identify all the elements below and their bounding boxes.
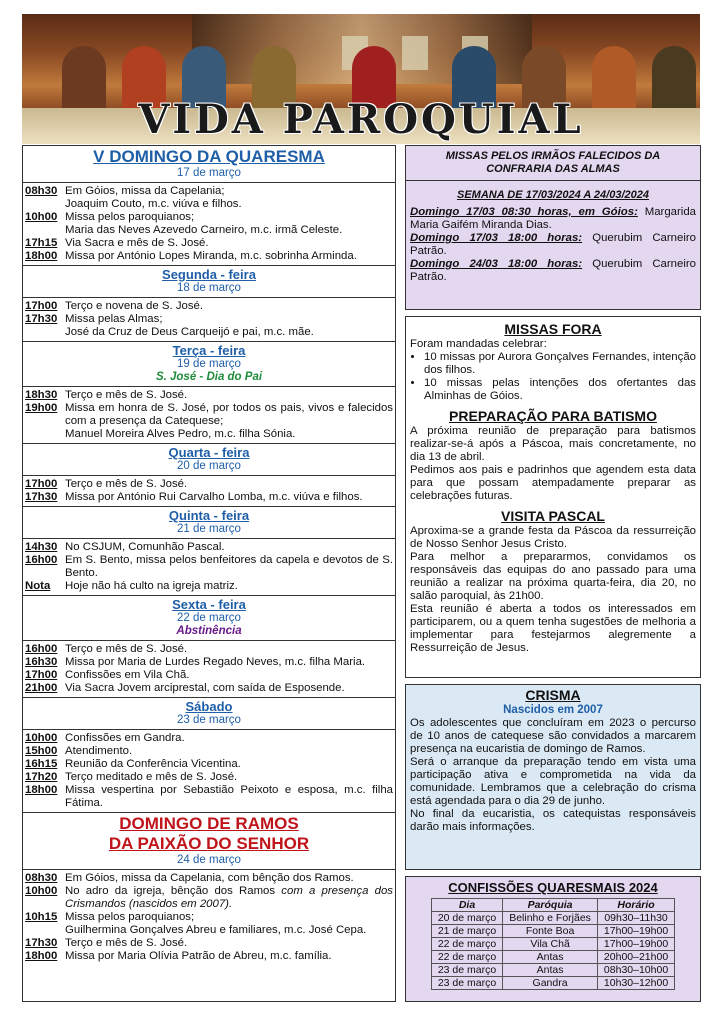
entry-time: 16h00 xyxy=(25,554,58,566)
entry-text: Missa pelos paroquianos; xyxy=(65,911,195,923)
day-entries xyxy=(23,539,395,596)
table-row xyxy=(431,977,674,990)
entry-time: 17h00 xyxy=(25,478,58,490)
day-entries xyxy=(23,298,395,342)
day-date: 20 de março xyxy=(177,460,241,472)
entry-time: 08h30 xyxy=(25,185,58,197)
entry-text: Atendimento. xyxy=(65,745,133,757)
table-cell: 09h30–11h30 xyxy=(597,912,674,925)
schedule-entry xyxy=(25,580,393,593)
day-title: Terça - feira xyxy=(172,343,246,358)
table-header-row xyxy=(431,899,674,912)
entry-text: Em S. Bento, missa pelos benfeitores da capela e devotos de S. Bento. xyxy=(65,554,393,579)
table-cell: Gandra xyxy=(503,977,598,990)
line-heading: Domingo 17/03 08:30 horas, em Góios: xyxy=(410,206,638,218)
day-header-palm-sunday xyxy=(23,813,395,870)
confessions-table xyxy=(431,898,675,990)
table-cell: 08h30–10h00 xyxy=(597,964,674,977)
entry-text: Via Sacra e mês de S. José. xyxy=(65,237,209,249)
column-header: Dia xyxy=(431,899,502,912)
table-cell: 22 de março xyxy=(431,938,502,951)
entry-text: Missa em honra de S. José, por todos os pais, vivos e falecidos com a presença da Catequese; xyxy=(65,402,393,427)
entry-text: Confissões em Vila Chã. xyxy=(65,669,190,681)
entry-time: 17h30 xyxy=(25,937,58,949)
schedule-entry xyxy=(25,237,393,250)
table-cell: 17h00–19h00 xyxy=(597,938,674,951)
section-title-visita-pascal: VISITA PASCAL xyxy=(501,508,605,524)
deceased-line xyxy=(410,206,696,232)
schedule-entry xyxy=(25,402,393,428)
column-header: Paróquia xyxy=(503,899,598,912)
notices-box xyxy=(405,316,701,678)
day-date: 18 de março xyxy=(177,282,241,294)
table-row xyxy=(431,938,674,951)
schedule-entry xyxy=(25,300,393,313)
table-row xyxy=(431,964,674,977)
paragraph: Aproxima-se a grande festa da Páscoa da ressurreição de Nosso Senhor Jesus Cristo. xyxy=(410,525,696,550)
paragraph: Esta reunião é aberta a todos os interessados em participarem, ou a quem tenha sugestões de melhoria a implementar para festejarmos alegremente a Ressurreição de Jesus. xyxy=(410,603,696,654)
weekly-schedule xyxy=(22,145,396,1002)
table-row xyxy=(431,925,674,938)
schedule-entry xyxy=(25,389,393,402)
day-note: Abstinência xyxy=(176,625,242,637)
day-title: Quinta - feira xyxy=(168,508,250,523)
schedule-entry xyxy=(25,937,393,950)
table-cell: 22 de março xyxy=(431,951,502,964)
entry-text: José da Cruz de Deus Carqueijó e pai, m.c. mãe. xyxy=(65,326,314,338)
day-entries xyxy=(23,476,395,507)
table-cell: 17h00–19h00 xyxy=(597,925,674,938)
entry-time xyxy=(25,428,65,441)
day-date: 24 de março xyxy=(177,854,241,866)
schedule-entry xyxy=(25,950,393,963)
schedule-entry xyxy=(25,885,393,911)
entry-time: 17h20 xyxy=(25,771,58,783)
day-header-saturday xyxy=(23,698,395,730)
entry-time: 18h30 xyxy=(25,389,58,401)
day-entries xyxy=(23,387,395,444)
schedule-entry xyxy=(25,924,393,937)
entry-time: 17h00 xyxy=(25,669,58,681)
entry-time: 10h00 xyxy=(25,885,58,897)
table-cell: Belinho e Forjães xyxy=(503,912,598,925)
schedule-entry xyxy=(25,758,393,771)
entry-time: 17h15 xyxy=(25,237,58,249)
entry-text: Missa por António Lopes Miranda, m.c. sobrinha Arminda. xyxy=(65,250,357,262)
day-entries xyxy=(23,870,395,965)
entry-time xyxy=(25,924,65,937)
day-date: 19 de março xyxy=(177,358,241,370)
schedule-entry xyxy=(25,669,393,682)
section-title-missas-fora: MISSAS FORA xyxy=(504,321,602,337)
day-entries xyxy=(23,730,395,813)
entry-text: No CSJUM, Comunhão Pascal. xyxy=(65,541,225,553)
table-cell: 23 de março xyxy=(431,977,502,990)
deceased-line xyxy=(410,258,696,284)
day-title: DOMINGO DE RAMOS xyxy=(119,814,299,833)
schedule-entry xyxy=(25,682,393,695)
schedule-entry xyxy=(25,732,393,745)
section-title-batismo: PREPARAÇÃO PARA BATISMO xyxy=(449,408,657,424)
table-cell: 21 de março xyxy=(431,925,502,938)
header-banner xyxy=(22,14,700,144)
schedule-entry xyxy=(25,541,393,554)
entry-text: Maria das Neves Azevedo Carneiro, m.c. irmã Celeste. xyxy=(65,224,343,236)
deceased-masses-box xyxy=(405,145,701,310)
paragraph: Para melhor a prepararmos, convidamos os responsáveis das equipas do ano passado para uma reunião a realizar na próxima quarta-feira, dia 20, no salão paroquial, às 21h00. xyxy=(410,551,696,602)
day-header-monday xyxy=(23,266,395,298)
entry-text: Missa pelas Almas; xyxy=(65,313,163,325)
day-title: Sexta - feira xyxy=(172,597,246,612)
schedule-entry xyxy=(25,491,393,504)
paragraph: Pedimos aos pais e padrinhos que agendem esta data para que possam atempadamente preparar as celebrações futuras. xyxy=(410,464,696,502)
day-header-thursday xyxy=(23,507,395,539)
schedule-entry xyxy=(25,211,393,224)
entry-time: 18h00 xyxy=(25,950,58,962)
day-entries xyxy=(23,641,395,698)
entry-text: Terço e novena de S. José. xyxy=(65,300,204,312)
schedule-entry xyxy=(25,313,393,326)
entry-text: Em Góios, missa da Capelania; xyxy=(65,185,225,197)
table-cell: Vila Chã xyxy=(503,938,598,951)
entry-text: Via Sacra Jovem arciprestal, com saída de Esposende. xyxy=(65,682,345,694)
schedule-entry xyxy=(25,250,393,263)
table-cell: 10h30–12h00 xyxy=(597,977,674,990)
list-item: • 10 missas pelas intenções dos ofertantes das Alminhas de Góios. xyxy=(424,377,696,403)
line-text: Querubim Carneiro Patrão. xyxy=(410,232,697,257)
schedule-entry xyxy=(25,554,393,580)
line-text: Querubim Carneiro Patrão. xyxy=(410,258,697,283)
day-note: S. José - Dia do Pai xyxy=(155,371,263,383)
schedule-entry xyxy=(25,185,393,198)
entry-time: 17h30 xyxy=(25,491,58,503)
entry-text-plain: No adro da igreja, bênção dos Ramos xyxy=(65,885,282,897)
section-subtitle: Nascidos em 2007 xyxy=(503,704,603,716)
schedule-entry xyxy=(25,428,393,441)
entry-time: 18h00 xyxy=(25,784,58,796)
entry-time: 10h00 xyxy=(25,211,58,223)
entry-text: Terço e mês de S. José. xyxy=(65,937,188,949)
entry-text-italic: com a presença dos Crismandos (nascidos em 2007). xyxy=(65,885,393,910)
schedule-entry xyxy=(25,198,393,211)
masses-list xyxy=(410,351,696,403)
day-header-sunday xyxy=(23,146,395,183)
paragraph: No final da eucaristia, os catequistas responsáveis darão mais informações. xyxy=(410,808,696,833)
section-intro: Foram mandadas celebrar: xyxy=(410,338,547,350)
day-header-tuesday xyxy=(23,342,395,387)
paragraph: Será o arranque da preparação tendo em vista uma participação ativa e comprometida na vida da comunidade. Lembramos que a celebração do crisma está agendada para o dia 29 de junho. xyxy=(410,756,696,807)
schedule-entry xyxy=(25,643,393,656)
deceased-line xyxy=(410,232,696,258)
entry-text: Missa vespertina por Sebastião Peixoto e esposa, m.c. filha Fátima. xyxy=(65,784,393,809)
day-header-friday xyxy=(23,596,395,641)
schedule-entry xyxy=(25,656,393,669)
entry-time xyxy=(25,198,65,211)
entry-text xyxy=(65,885,393,911)
page-title: VIDA PAROQUIAL xyxy=(138,96,584,143)
entry-text: Missa pelos paroquianos; xyxy=(65,211,195,223)
table-cell: Antas xyxy=(503,951,598,964)
entry-text: Terço e mês de S. José. xyxy=(65,478,188,490)
entry-time: 15h00 xyxy=(25,745,58,757)
entry-time: 19h00 xyxy=(25,402,58,414)
entry-text: Missa por Maria Olívia Patrão de Abreu, m.c. família. xyxy=(65,950,332,962)
schedule-entry xyxy=(25,771,393,784)
entry-time: 16h30 xyxy=(25,656,58,668)
entry-text: Joaquim Couto, m.c. viúva e filhos. xyxy=(65,198,242,210)
entry-text: Terço e mês de S. José. xyxy=(65,389,188,401)
schedule-entry xyxy=(25,745,393,758)
entry-text: Confissões em Gandra. xyxy=(65,732,185,744)
day-title: V DOMINGO DA QUARESMA xyxy=(93,147,325,166)
day-title: DA PAIXÃO DO SENHOR xyxy=(108,834,310,853)
day-entries xyxy=(23,183,395,266)
entry-text: Manuel Moreira Alves Pedro, m.c. filha Sónia. xyxy=(65,428,296,440)
section-title-crisma: CRISMA xyxy=(525,687,581,703)
schedule-entry xyxy=(25,224,393,237)
day-date: 21 de março xyxy=(177,523,241,535)
schedule-entry xyxy=(25,784,393,810)
day-date: 23 de março xyxy=(177,714,241,726)
schedule-entry xyxy=(25,872,393,885)
confessions-box xyxy=(405,876,701,1002)
entry-time: 08h30 xyxy=(25,872,58,884)
crisma-box xyxy=(405,684,701,870)
table-cell: Antas xyxy=(503,964,598,977)
entry-text: Em Góios, missa da Capelania, com bênção dos Ramos. xyxy=(65,872,354,884)
day-title: Sábado xyxy=(185,699,233,714)
entry-time: 18h00 xyxy=(25,250,58,262)
entry-time: 10h00 xyxy=(25,732,58,744)
entry-text: Reunião da Conferência Vicentina. xyxy=(65,758,241,770)
day-date: 17 de março xyxy=(177,167,241,179)
entry-time: 16h00 xyxy=(25,643,58,655)
entry-text: Missa por António Rui Carvalho Lomba, m.c. viúva e filhos. xyxy=(65,491,363,503)
table-row xyxy=(431,912,674,925)
day-title: Quarta - feira xyxy=(168,445,250,460)
column-header: Horário xyxy=(597,899,674,912)
entry-time: Nota xyxy=(25,580,51,592)
table-cell: Fonte Boa xyxy=(503,925,598,938)
entry-text: Hoje não há culto na igreja matriz. xyxy=(65,580,238,592)
entry-time: 16h15 xyxy=(25,758,58,770)
schedule-entry xyxy=(25,478,393,491)
entry-text: Terço meditado e mês de S. José. xyxy=(65,771,238,783)
line-text: Margarida Maria Gaifém Miranda Dias. xyxy=(410,206,696,231)
box-title: MISSAS PELOS IRMÃOS FALECIDOS DA CONFRARIA DAS ALMAS xyxy=(406,148,700,181)
entry-time: 17h30 xyxy=(25,313,58,325)
table-row xyxy=(431,951,674,964)
entry-text: Missa por Maria de Lurdes Regado Neves, m.c. filha Maria. xyxy=(65,656,366,668)
entry-time: 21h00 xyxy=(25,682,58,694)
schedule-entry xyxy=(25,326,393,339)
entry-time: 17h00 xyxy=(25,300,58,312)
paragraph: Os adolescentes que concluíram em 2023 o percurso de 10 anos de catequese são convidados a marcarem presença na eucaristia de domingo de Ramos. xyxy=(410,717,696,755)
entry-time xyxy=(25,224,65,237)
week-range: SEMANA DE 17/03/2024 A 24/03/2024 xyxy=(456,189,649,201)
paragraph: A próxima reunião de preparação para batismos realizar-se-á após a Páscoa, mais concretamente, no dia 13 de abril. xyxy=(410,425,696,463)
day-header-wednesday xyxy=(23,444,395,476)
entry-time: 10h15 xyxy=(25,911,58,923)
schedule-entry xyxy=(25,911,393,924)
table-cell: 23 de março xyxy=(431,964,502,977)
section-title-confissoes: CONFISSÕES QUARESMAIS 2024 xyxy=(448,880,658,895)
day-title: Segunda - feira xyxy=(162,267,256,282)
entry-text: Guilhermina Gonçalves Abreu e familiares, m.c. José Cepa. xyxy=(65,924,367,936)
day-date: 22 de março xyxy=(177,612,241,624)
line-heading: Domingo 24/03 18:00 horas: xyxy=(410,258,583,270)
list-item: • 10 missas por Aurora Gonçalves Fernandes, intenção dos filhos. xyxy=(424,351,696,377)
line-heading: Domingo 17/03 18:00 horas: xyxy=(410,232,583,244)
entry-text: Terço e mês de S. José. xyxy=(65,643,188,655)
banner-window xyxy=(402,36,428,70)
table-cell: 20 de março xyxy=(431,912,502,925)
entry-time xyxy=(25,326,65,339)
table-cell: 20h00–21h00 xyxy=(597,951,674,964)
entry-time: 14h30 xyxy=(25,541,58,553)
